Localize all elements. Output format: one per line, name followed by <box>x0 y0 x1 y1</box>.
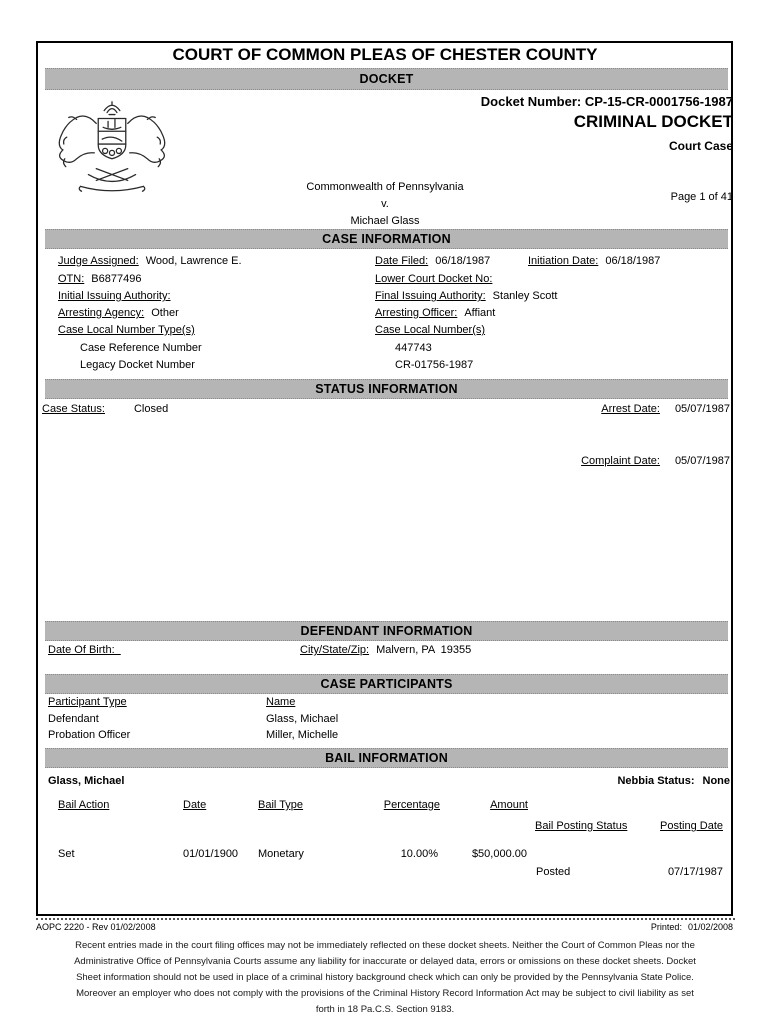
participant-name: Glass, Michael <box>266 713 339 725</box>
city-state-zip-value: Malvern, PA 19355 <box>376 644 472 656</box>
docket-number-label: Docket Number: <box>480 94 582 109</box>
initiation-date-label: Initiation Date: <box>528 255 599 267</box>
date-filed-field <box>375 255 490 268</box>
final-issuing-authority-value: Stanley Scott <box>492 290 558 302</box>
nebbia-status-value: None <box>702 775 730 787</box>
printed-date: 01/02/2008 <box>687 922 733 932</box>
bail-information-section-bar: BAIL INFORMATION <box>45 748 728 768</box>
case-local-number-types-header: Case Local Number Type(s) <box>58 324 195 336</box>
disclaimer-line: Sheet information should not be used in place of a criminal history background check which can only be provided by the Pennsylvania State Police. <box>76 972 694 983</box>
lower-court-docket-field <box>375 273 499 286</box>
defendant-information-section-bar: DEFENDANT INFORMATION <box>45 621 728 641</box>
otn-label: OTN: <box>58 273 85 285</box>
bail-defendant-name: Glass, Michael <box>48 775 125 787</box>
footer-divider <box>36 918 735 920</box>
participant-name: Miller, Michelle <box>266 729 339 741</box>
initiation-date-value: 06/18/1987 <box>605 255 661 267</box>
participant-name-header: Name <box>266 696 296 708</box>
bail-amount-header: Amount <box>490 799 528 811</box>
caption-defendant: Michael Glass <box>350 215 420 227</box>
court-case-label: Court Case <box>668 139 733 153</box>
final-issuing-authority-field <box>375 290 558 303</box>
complaint-date-value: 05/07/1987 <box>674 455 730 467</box>
nebbia-status-field <box>617 775 730 788</box>
criminal-docket-title: CRIMINAL DOCKET <box>573 112 733 131</box>
bail-date-header: Date <box>183 799 207 811</box>
case-local-numbers-header: Case Local Number(s) <box>375 324 486 336</box>
arresting-agency-field <box>58 307 179 320</box>
case-status-value: Closed <box>133 403 169 415</box>
bail-amount-value: $50,000.00 <box>471 848 527 860</box>
arresting-agency-value: Other <box>151 307 179 319</box>
local-number-type: Legacy Docket Number <box>80 359 195 371</box>
printed-label: Printed: <box>650 922 682 932</box>
nebbia-status-label: Nebbia Status: <box>617 775 695 787</box>
bail-percentage-value: 10.00% <box>400 848 438 860</box>
bail-percentage-header: Percentage <box>383 799 440 811</box>
disclaimer-line: Administrative Office of Pennsylvania Courts assume any liability for inaccurate or delayed data, errors or omissions on these docket sheets. Docket <box>74 956 696 967</box>
printed-field <box>651 922 733 933</box>
arresting-officer-label: Arresting Officer: <box>375 307 458 319</box>
city-state-zip-field <box>300 644 471 657</box>
bail-type-header: Bail Type <box>258 799 304 811</box>
judge-assigned-field <box>58 255 242 268</box>
docket-number-line <box>481 94 733 109</box>
case-participants-section-bar: CASE PARTICIPANTS <box>45 674 728 694</box>
initiation-date-field <box>528 255 660 268</box>
participant-type: Probation Officer <box>48 729 131 741</box>
participant-type: Defendant <box>48 713 99 725</box>
posting-date-header: Posting Date <box>660 820 723 832</box>
complaint-date-label: Complaint Date: <box>581 455 660 467</box>
arresting-agency-label: Arresting Agency: <box>58 307 145 319</box>
judge-assigned-label: Judge Assigned: <box>58 255 139 267</box>
participant-type-header: Participant Type <box>48 696 127 708</box>
case-status-label: Case Status: <box>42 403 105 415</box>
otn-field <box>58 273 141 286</box>
bail-posting-status-value: Posted <box>536 866 571 878</box>
bail-date-value: 01/01/1900 <box>183 848 239 860</box>
form-revision: AOPC 2220 - Rev 01/02/2008 <box>36 922 156 932</box>
bail-posting-status-header: Bail Posting Status <box>535 820 628 832</box>
local-number-type: Case Reference Number <box>80 342 202 354</box>
page-title: COURT OF COMMON PLEAS OF CHESTER COUNTY <box>172 45 598 64</box>
otn-value: B6877496 <box>91 273 142 285</box>
arrest-date-value: 05/07/1987 <box>674 403 730 415</box>
disclaimer-line: forth in 18 Pa.C.S. Section 9183. <box>315 1004 455 1015</box>
status-information-section-bar: STATUS INFORMATION <box>45 379 728 399</box>
arresting-officer-field <box>375 307 495 320</box>
date-filed-label: Date Filed: <box>375 255 429 267</box>
docket-meta <box>481 94 733 153</box>
page-indicator: Page 1 of 41 <box>670 191 733 203</box>
arrest-date-label: Arrest Date: <box>601 403 660 415</box>
date-of-birth-field <box>48 644 121 657</box>
initial-issuing-authority-field <box>58 290 178 303</box>
city-state-zip-label: City/State/Zip: <box>300 644 370 656</box>
judge-assigned-value: Wood, Lawrence E. <box>145 255 242 267</box>
lower-court-docket-label: Lower Court Docket No: <box>375 273 493 285</box>
disclaimer-line: Recent entries made in the court filing offices may not be immediately reflected on these docket sheets. Neither the Court of Common Pleas nor the <box>75 940 695 951</box>
date-filed-value: 06/18/1987 <box>435 255 491 267</box>
initial-issuing-authority-label: Initial Issuing Authority: <box>58 290 171 302</box>
arresting-officer-value: Affiant <box>464 307 496 319</box>
final-issuing-authority-label: Final Issuing Authority: <box>375 290 486 302</box>
complaint-date-field <box>581 455 730 468</box>
caption-versus: v. <box>381 198 389 210</box>
arrest-date-field <box>601 403 730 416</box>
local-number-value: CR-01756-1987 <box>395 359 474 371</box>
bail-action-header: Bail Action <box>58 799 110 811</box>
disclaimer-line: Moreover an employer who does not comply with the provisions of the Criminal History Record Information Act may be subject to civil liability as set <box>76 988 694 999</box>
date-of-birth-label: Date Of Birth: <box>48 644 121 656</box>
docket-section-bar: DOCKET <box>45 68 728 90</box>
local-number-value: 447743 <box>395 342 432 354</box>
bail-action-value: Set <box>58 848 75 860</box>
bail-type-value: Monetary <box>258 848 304 860</box>
posting-date-value: 07/17/1987 <box>667 866 723 878</box>
case-status-field <box>42 403 168 416</box>
docket-number-value: CP-15-CR-0001756-1987 <box>584 94 733 109</box>
case-information-section-bar: CASE INFORMATION <box>45 229 728 249</box>
caption-plaintiff: Commonwealth of Pennsylvania <box>306 181 464 193</box>
